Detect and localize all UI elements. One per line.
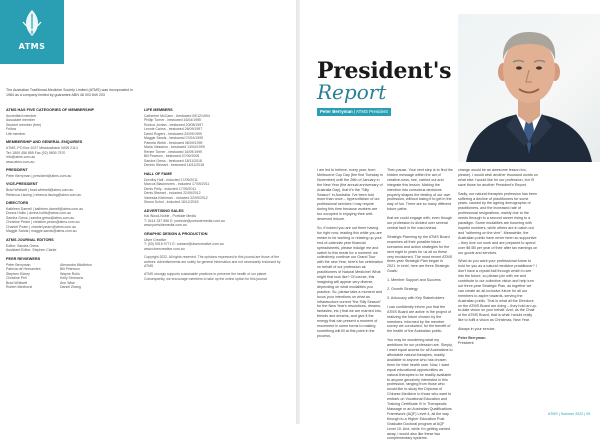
reviewer-name: Daniel Zhang <box>60 285 81 290</box>
section-line: Denis Pelly - inducted 17/09/2011 <box>144 186 197 191</box>
article-paragraph: that we could engage with, even though our profession is divided over several central fault in the road ahead. <box>387 216 452 230</box>
article-paragraph: I am led to believe, every year, from Melbourne Cup Day (the first Tuesday in November) until the 26th of January in the New Year (the annual anniversary of Australia Day), that it's the "Silly Season" in Australia. I've been told more than once – hypercriticism of our professional services I may require during this time because workers are too occupied in enjoying their well-deserved leisure. <box>317 168 383 222</box>
section-title: ADVERTISING SALES <box>144 208 184 213</box>
section-line: Bill Pearson - bestowed 07/09/2005 <box>144 154 200 159</box>
section-title: MEMBERSHIP AND GENERAL ENQUIRIES <box>6 140 83 145</box>
reviewer-name: Kelly Simmons <box>60 276 84 281</box>
article-paragraph: Always in your service, <box>458 327 496 332</box>
reviewer-name: Ann Wise <box>60 280 75 285</box>
section-line: Christine Pearn | christine.pearn@atms.com.au <box>6 220 80 225</box>
section-title: GRAPHIC DESIGN & PRODUCTION <box>144 231 208 236</box>
section-line: Accredited member <box>6 113 37 118</box>
article-paragraph: Strategic Planning by the ATMS Board examines all their possible future scenarios and action strategies for the next eight to years for us all so these very envisioned. The most recent ATMS three-year Strategic Plan began in 2021. In brief, here are three Strategic Goals: <box>387 234 453 274</box>
members-column <box>144 104 284 281</box>
section-title: ATMS HAS FIVE CATEGORIES OF MEMBERSHIP <box>6 108 95 112</box>
section-line: info@atms.com.au <box>6 155 36 160</box>
section-title: LIFE MEMBERS <box>144 108 173 112</box>
article-paragraph: change would be an awesome lesson too, please). I would wish another thousand words on what else I would like for our profession, but I'll save those for another President's Report. <box>458 168 538 187</box>
section-title: HALL OF FAME <box>144 171 172 176</box>
copyright-note: Copyright 2022. All rights reserved. The opinions expressed in this journal are those of the authors. Advertisements are solely for general information and not necessarily endorsed by ATMS. <box>144 255 281 268</box>
section-title: ATMS JOURNAL EDITORS <box>6 237 54 242</box>
leaf-icon <box>20 8 44 38</box>
section-line: Sandra Gress | sandra.gress@atms.com.au <box>6 215 75 220</box>
article-column-1 <box>317 168 383 343</box>
section-line: www.ulsercreative.com.au <box>144 246 185 251</box>
section-title: DIRECTORS <box>6 201 29 206</box>
article-paragraph: 1. Member Support and Success <box>387 278 441 283</box>
byline-role: ATMS President <box>356 109 388 114</box>
article-paragraph: 3. Advocacy with Key Stakeholders <box>387 295 445 300</box>
page-footer: ATMS | Summer 2022 | 05 <box>548 412 591 416</box>
section-line: Ronica Jordan - bestowed 20/08/1997 <box>144 122 204 127</box>
article-paragraph: Sadly, our natural therapies profession has been suffering a decline of practitioners for some years, caused by the ageing demographic of practitioners, and the increased rate of professional resignations, mainly due to the needs through to a second career rising to a paradigm. Some modalities are booming with hopeful numbers, while others are in catch-out and "withering on the vine". Meanwhile, the Australian public have never been so supportive – they love our work and are prepared to spend over $9.5B per year of their after tax earnings on our goods and services. <box>458 191 538 255</box>
section-line: David Rogers - bestowed 20/09/1999 <box>144 131 202 136</box>
section-line: Life member <box>6 131 26 136</box>
section-title: PRESIDENT <box>6 168 28 173</box>
reviewer-name: Alexandra Middleton <box>60 262 92 267</box>
article-column-2 <box>387 168 453 445</box>
section-line: Phillip Turner - bestowed 16/04/1995 <box>144 118 202 123</box>
section-line: Chantel Pearn | chantel.pearn@atms.com.au <box>6 224 77 229</box>
section-line: Dorothy Hall - inducted 17/09/2011 <box>144 177 198 182</box>
section-line: ATMS, PO Box 1027 Meadowbank NSW 2114 <box>6 146 78 151</box>
section-line: Brad Whitsett | brad.whitsett@atms.com.au <box>6 188 74 193</box>
section-line: Kai Wood-Noble - Portside Media <box>144 214 196 219</box>
article-paragraph: I can confidently inform you that the ATMS Board are active in the project of realizing the future chosen by the members, informed by the member survey we conducted, for the benefit of the health of the Australian public. <box>387 304 452 334</box>
reviewer-name: Patricia de Hernandes <box>6 267 41 272</box>
signature-role: President <box>458 341 474 345</box>
report-subtitle: Report <box>317 80 387 104</box>
section-line: Rebecca Lissing | rebecca.lissing@atms.com.au <box>6 192 82 197</box>
author-byline: Peter Berryman | ATMS President <box>317 108 391 116</box>
section-line: Peter Berryman | president@atms.com.au <box>6 173 72 178</box>
section-line: Simon Schol - inducted 18/12/2015 <box>144 200 199 205</box>
section-line: Denis Stewart - inducted 22/09/2012 <box>144 191 201 196</box>
reviewer-name: Stephen Edney <box>6 271 30 276</box>
section-line: www.portsidemedia.com.au <box>144 223 187 228</box>
article-paragraph: Then pause. Your next step is to find the hidden message within the act of creative-ness, see, carried out and integrate this lesson. Making the intention into conscious decisions properly shapes the destiny of our own profession, without losing it to get in the way of fun. There are so many different future paths <box>387 168 453 212</box>
paper-note: ATMS strongly supports sustainable practices to preserve the health of our planet. Consequently, we encourage members to take up the online option for this journal. <box>144 272 268 281</box>
section-line: Kathleen Darnell | kathleen.darnell@atms.com.au <box>6 206 84 211</box>
section-line: T: 0414 337 556 E: portside@portsidemedia.com.au <box>144 218 225 223</box>
section-line: Editor: Sandra Gress <box>6 243 39 248</box>
section-line: Donna Hollis | donna.hollis@atms.com.au <box>6 211 71 216</box>
article-paragraph: So, if indeed you are out there having fun right now, reading this while you are meant to be working or relaxing up your end-of-calendar year financial spreadsheets, please indulge me and switch to this break for a moment: we collectively continue our Grand Tour with the new Year, here's fun celebration on behalf of our profession as practitioners of Natural Medicine! What might that look like? Of course, this imagining will appear very diverse, depending on what modalities you practice. So, please take a moment and focus your intentions on what an infrastructure current "the Silly Season" for the New Year's resolutions, dreams, fantasies, etc.) that we are married into, friends and dreams, and give it the energy that can present a moment of movement in some forms to making something will fill at this point in the process. <box>317 225 383 338</box>
section-line: Fellow <box>6 127 17 132</box>
report-title: President's <box>317 58 452 84</box>
section-line: Catherine McCann - bestowed 09/12/1994 <box>144 113 210 118</box>
article-paragraph: What do you want your professional future to hold for you as a natural medicine practitioner? I don't have a crystal ball through which to see into the future, so please join with me and contribute to our collective vision and help turn our three-year Strategic Plan, as together we can create an all-inclusive future for all our members to aspire towards, serving the Australian public. That is what all the Directors on the ATMS Board are doing – they hold an up-to-date vision on your behalf. And, as the Chair of the ATMS Board, that is what I would really like to fulfil a vision as Christmas, New Year. <box>458 259 537 323</box>
section-line: www.atms.com.au <box>6 159 35 164</box>
atms-logo <box>0 0 64 64</box>
article-paragraph: 2. Growth Strategy <box>387 287 418 292</box>
portrait-illustration <box>458 14 600 162</box>
reviewer-name: Peter Berryman <box>6 262 31 267</box>
section-line: Sandra Gress - bestowed 18/11/2018 <box>144 158 202 163</box>
reviewers-list <box>6 263 136 290</box>
article-paragraph: You may be wondering what my ambitions for our profession are. Simply, I want equal access for all Australians to affordable natural therapies, readily available to anyone who has chosen them for their health care. Now, I want equal educational opportunities as natural therapies to be readily available to anyone genuinely interested in this profession, ranging from those who would like to study the Diploma of Chinese Medicine to those who want to embark on Vocational Education and Training Certificate IV in Therapeutic Massage or an Australian Qualifications Framework (AQF) Level 4, all the way through to a Higher Education Post Graduate Doctoral program at AQF Level 10. And, while I'm getting carried away, I would also like these two complementary systems. <box>387 338 453 441</box>
section-title: VICE-PRESIDENT <box>6 182 38 187</box>
reviewer-name: Bill Peterson <box>60 267 80 272</box>
section-line: Pamela Webb - bestowed 08/09/1999 <box>144 140 203 145</box>
reviewer-name: Wayne Rollo <box>60 271 80 276</box>
president-photo <box>458 14 600 162</box>
logo-text: ATMS <box>18 42 46 51</box>
section-line: Maggie Sands | maggie.sands@atms.com.au <box>6 229 77 234</box>
signature-name: Peter Berryman <box>458 336 486 341</box>
article-column-3 <box>458 168 538 350</box>
reviewer-name: Brad Whitsett <box>6 280 28 285</box>
reviewer-name: Christine Pell <box>6 276 27 281</box>
section-line: Maggie Sands - bestowed 07/04/1999 <box>144 136 203 141</box>
section-line: Tel: 1800 456 855 Fax (02) 9809 7570 <box>6 150 66 155</box>
section-line: Ulser Creative <box>144 237 167 242</box>
contact-column <box>6 104 136 290</box>
reviewer-name: Robert Medhurst <box>6 285 33 290</box>
section-line: T: (03) 9015 9771 E: contact@ulsercreative.com.au <box>144 242 224 247</box>
section-line: Marcus Blackmores - inducted 17/09/2011 <box>144 182 210 187</box>
section-line: Renee Turner - bestowed 16/09/1999 <box>144 149 202 154</box>
section-line: Vanessa Kleinman - inducted 22/09/2012 <box>144 195 208 200</box>
section-line: Associate member <box>6 118 35 123</box>
reviewers-title: PEER REVIEWERS <box>6 256 41 261</box>
section-line: Assistant Editor: Stephen Clarke <box>6 248 57 253</box>
inside-cover-page <box>0 0 300 424</box>
byline-name: Peter Berryman <box>320 109 353 114</box>
section-line: Leonie Cairns - bestowed 26/09/1997 <box>144 127 203 132</box>
section-line: Student member (free) <box>6 122 42 127</box>
section-line: Maria Vissarion - bestowed 13/04/1999 <box>144 145 205 150</box>
society-intro: The Australian Traditional-Medicine Society Limited (ATMS) was incorporated in 1984 as a company limited by guarantee ABN 48 003 849 203 <box>6 88 133 97</box>
section-line: Dennis Stewart - bestowed 16/11/2018 <box>144 163 205 168</box>
